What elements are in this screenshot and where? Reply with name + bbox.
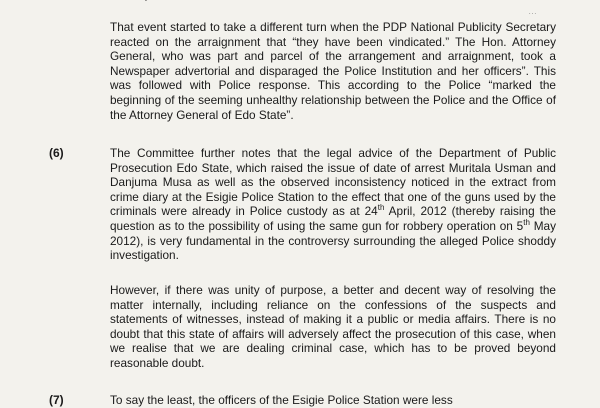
superscript-th-2: th	[523, 218, 530, 228]
corner-mark: …	[528, 6, 538, 16]
previous-paragraph-fragment	[110, 0, 556, 2]
paragraph-6-text-b: April, 2012 (thereby raising the question as to the possibility of using the same gun for robbery operation on 5	[110, 204, 556, 233]
paragraph-number-6: (6)	[49, 146, 64, 160]
paragraph-6-continuation: However, if there was unity of purpose, a better and decent way of resolving the matter internally, including reliance on the confessions of the suspects and statements of witnesses, instead of making it a public or media affairs. There is no doubt that this state of affairs will adversely affect the prosecution of this case, when we realise that we are dealing criminal case, which has to be proved beyond reasonable doubt.	[110, 283, 556, 370]
paragraph-number-7: (7)	[49, 393, 64, 407]
paragraph-6	[110, 146, 556, 263]
superscript-th-1: th	[377, 203, 385, 213]
paragraph-5-continuation: That event started to take a different turn when the PDP National Publicity Secretary reacted on the arraignment that “they have been vindicated.” The Hon. Attorney General, who was part and parcel of the arrangement and arraignment, took a Newspaper advertorial and disparaged the Police Institution and her officers”. This was followed with Police response. This according to the Police “marked the beginning of the seeming unhealthy relationship between the Police and the Office of the Attorney General of Edo State”.	[110, 20, 556, 122]
paragraph-6-text-c: May 2012), is very fundamental in the controversy surrounding the alleged Police shoddy investigation.	[110, 218, 556, 263]
paragraph-6-text-a: The Committee further notes that the legal advice of the Department of Public Prosecution Edo State, which raised the issue of date of arrest Muritala Usman and Danjuma Musa as well as the observed inconsistency noticed in the extract from crime diary at the Esigie Police Station to the effect that one of the guns used by the criminals were already in Police custody as at 24	[110, 146, 556, 219]
paragraph-7: To say the least, the officers of the Esigie Police Station were less	[110, 393, 453, 407]
